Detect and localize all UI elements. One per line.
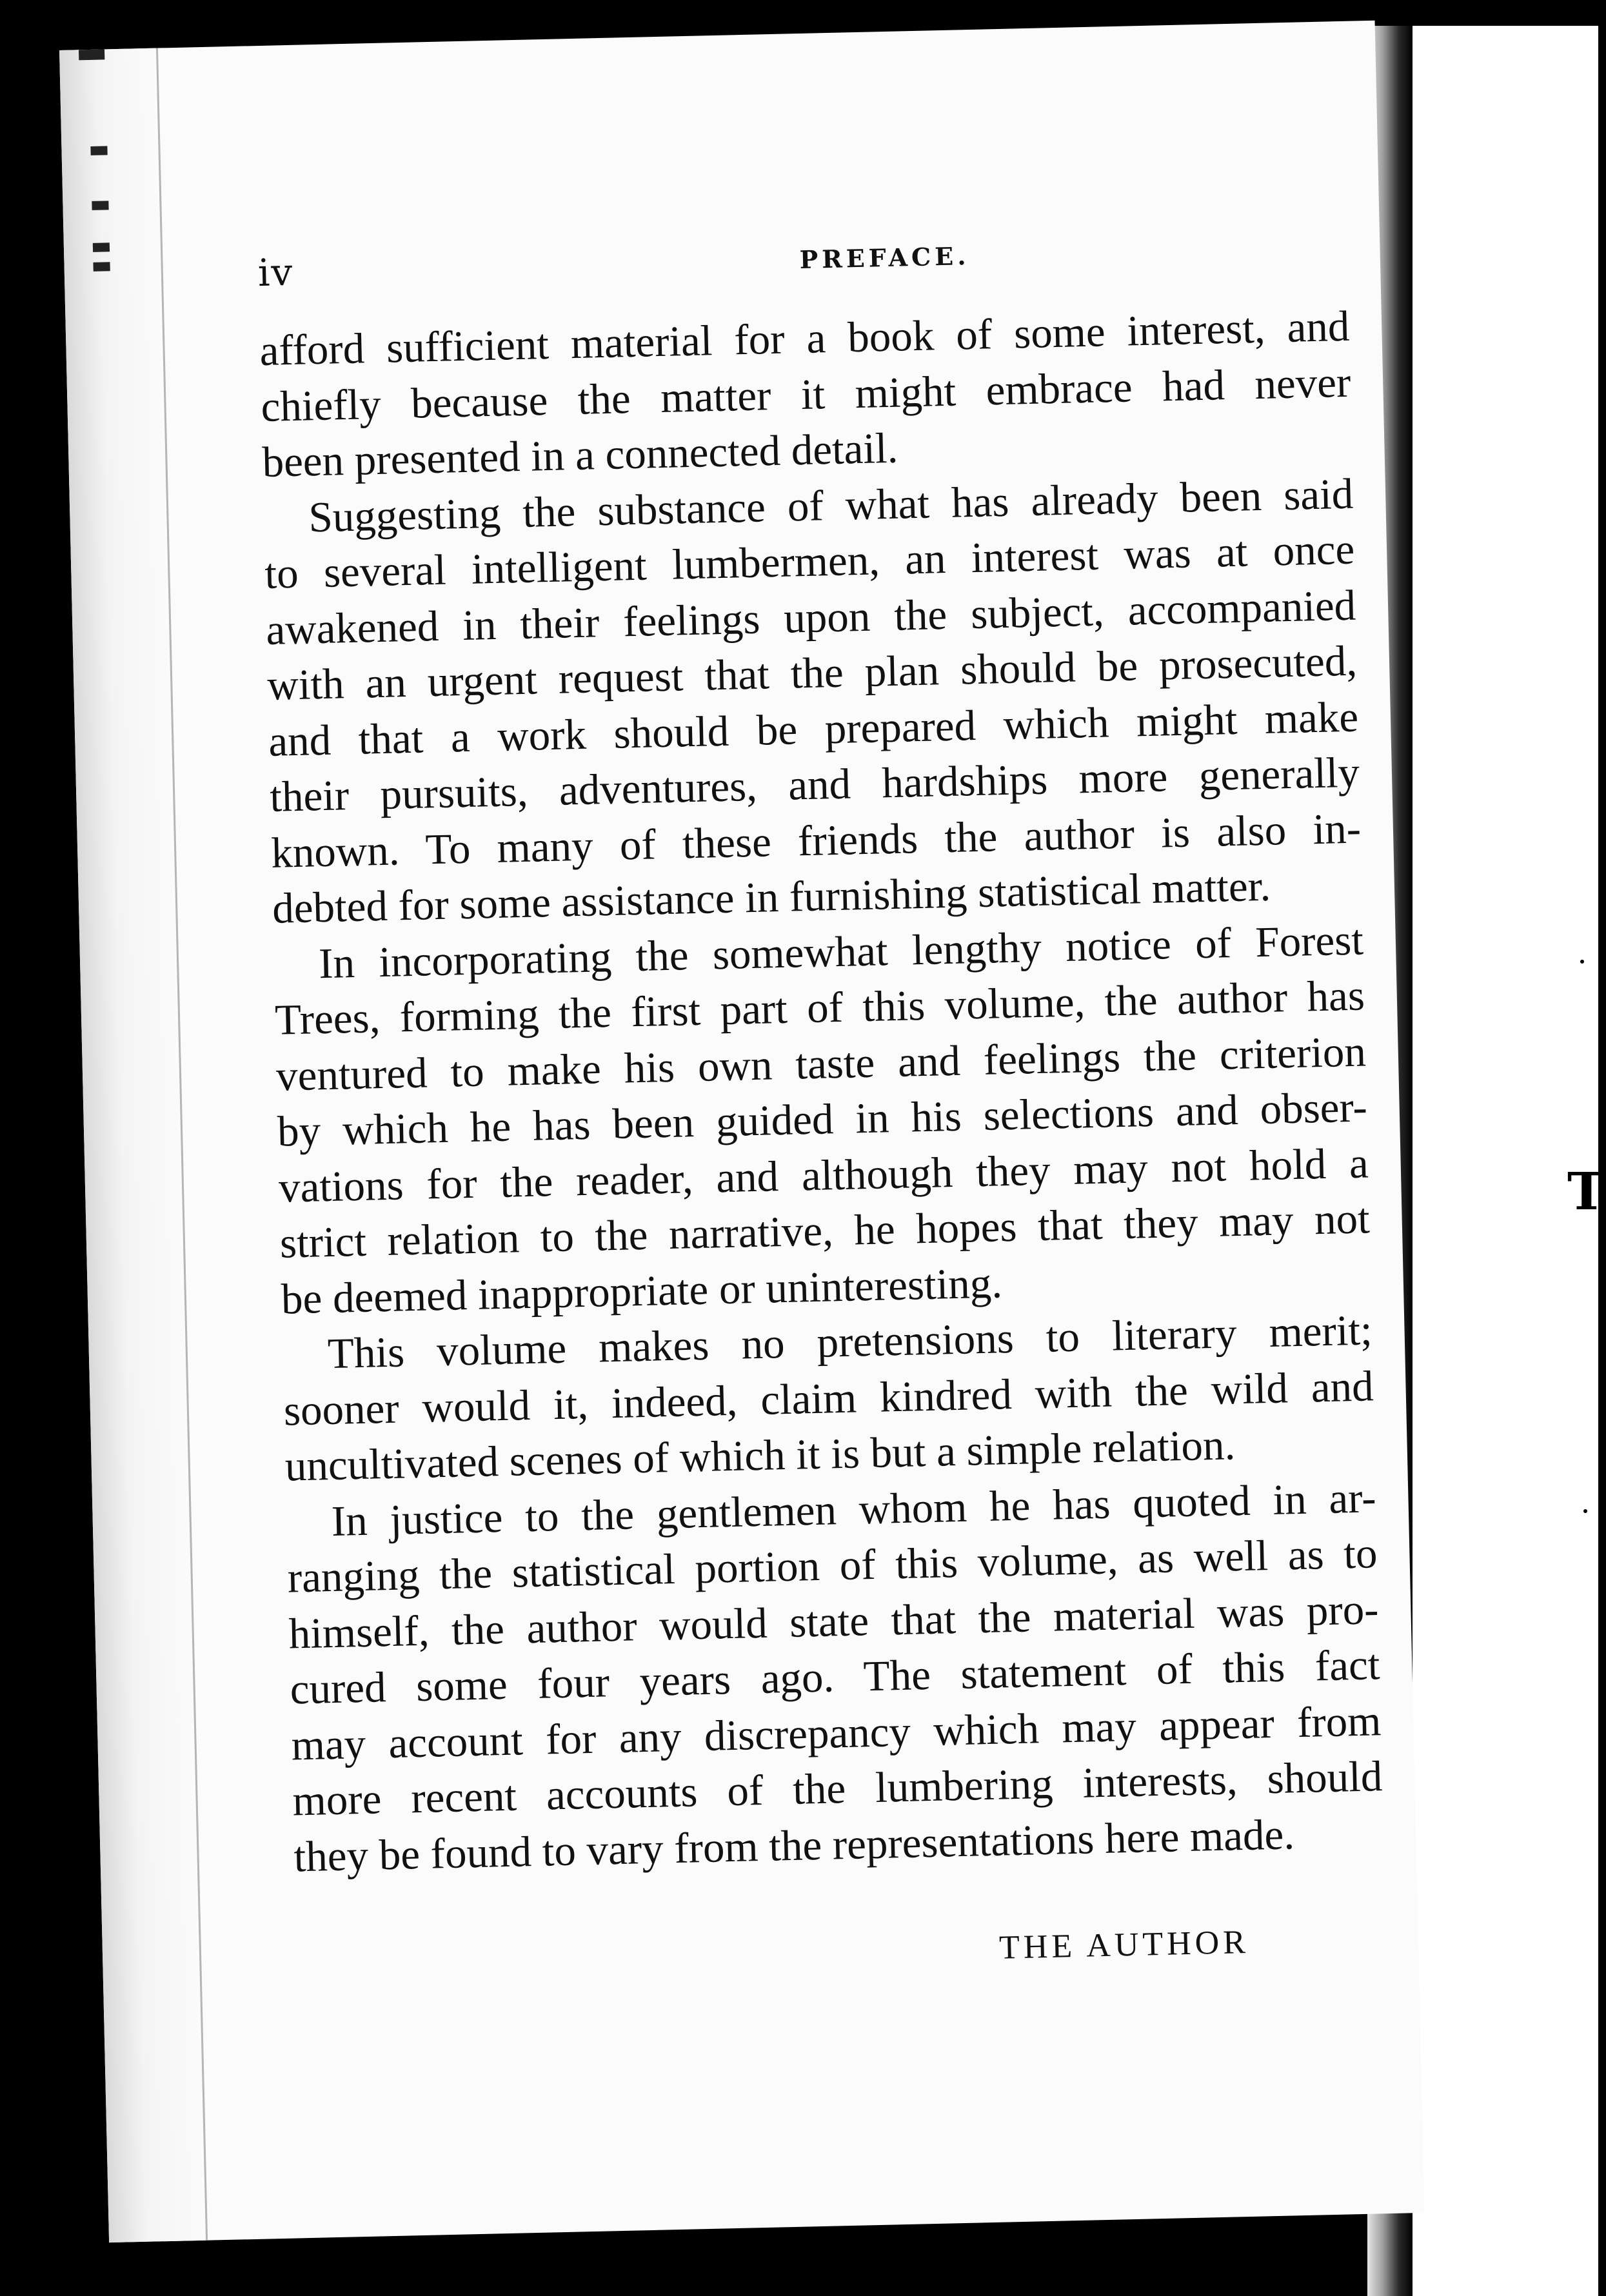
text-line: been presented in a connected detail. xyxy=(261,424,899,487)
running-head: PREFACE. xyxy=(799,241,970,275)
edge-mark xyxy=(93,242,110,252)
signature: THE AUTHOR xyxy=(998,1923,1250,1966)
page-header xyxy=(257,226,1374,302)
paragraph xyxy=(259,299,1353,491)
text-line: ranging the statistical portion of this volume, as well as to xyxy=(286,1529,1378,1602)
paragraph xyxy=(263,466,1363,936)
text-line: himself, the author would state that the material was pro- xyxy=(288,1585,1380,1658)
edge-mark xyxy=(92,201,108,210)
text-line: strict relation to the narrative, he hopes that they may not xyxy=(279,1194,1371,1267)
text-line: they be found to vary from the representations here made. xyxy=(293,1810,1295,1881)
text-line: may account for any discrepancy which may appear from xyxy=(290,1696,1382,1770)
paragraph xyxy=(273,912,1371,1327)
text-line: cured some four years ago. The statement of this fact xyxy=(289,1641,1381,1714)
edge-mark xyxy=(79,49,104,60)
text-line: chiefly because the matter it might embrace had never xyxy=(260,358,1352,431)
text-line: to several intelligent lumbermen, an interest was at once xyxy=(264,525,1355,598)
text-line: by which he has been guided in his selections and obser- xyxy=(277,1083,1368,1156)
text-line: with an urgent request that the plan should be prosecuted, xyxy=(266,637,1358,709)
scan-speck xyxy=(1580,960,1584,964)
text-line: This volume makes no pretensions to literary merit; xyxy=(327,1306,1373,1378)
text-line: Suggesting the substance of what has already been said xyxy=(308,470,1354,541)
page-edge xyxy=(59,48,208,2243)
facing-page xyxy=(1413,26,1606,2296)
text-line: uncultivated scenes of which it is but a simple relation. xyxy=(284,1421,1236,1490)
text-line: In justice to the gentlemen whom he has quoted in ar- xyxy=(331,1473,1377,1545)
text-line: be deemed inappropriate or uninteresting. xyxy=(281,1258,1003,1323)
text-line: known. To many of these friends the author is also in- xyxy=(270,804,1362,877)
edge-mark xyxy=(93,262,110,272)
text-line: more recent accounts of the lumbering interests, should xyxy=(292,1752,1383,1825)
text-line: In incorporating the somewhat lengthy notice of Forest xyxy=(318,915,1364,987)
paragraph xyxy=(282,1302,1375,1494)
text-line: afford sufficient material for a book of some interest, and xyxy=(259,302,1351,375)
page-number: iv xyxy=(257,250,294,295)
scan-speck xyxy=(1583,1509,1587,1513)
book-page xyxy=(59,21,1425,2242)
text-line: vations for the reader, and although they may not hold a xyxy=(278,1138,1369,1212)
text-line: debted for some assistance in furnishing statistical matter. xyxy=(272,862,1271,933)
text-line: Trees, forming the first part of this volume, the author has xyxy=(274,971,1365,1044)
text-line: awakened in their feelings upon the subject, accompanied xyxy=(265,581,1356,654)
text-line: and that a work should be prepared which might make xyxy=(268,693,1359,766)
text-line: ventured to make his own taste and feelings the criterion xyxy=(275,1027,1367,1100)
text-line: sooner would it, indeed, claim kindred with the wild and xyxy=(283,1361,1374,1435)
text-line: their pursuits, adventures, and hardships more generally xyxy=(269,748,1360,821)
facing-page-letter: T xyxy=(1567,1161,1606,1222)
paragraph xyxy=(286,1470,1384,1885)
edge-mark xyxy=(90,146,107,155)
scan-speck xyxy=(9,1044,14,1049)
preface-body xyxy=(259,299,1385,1885)
